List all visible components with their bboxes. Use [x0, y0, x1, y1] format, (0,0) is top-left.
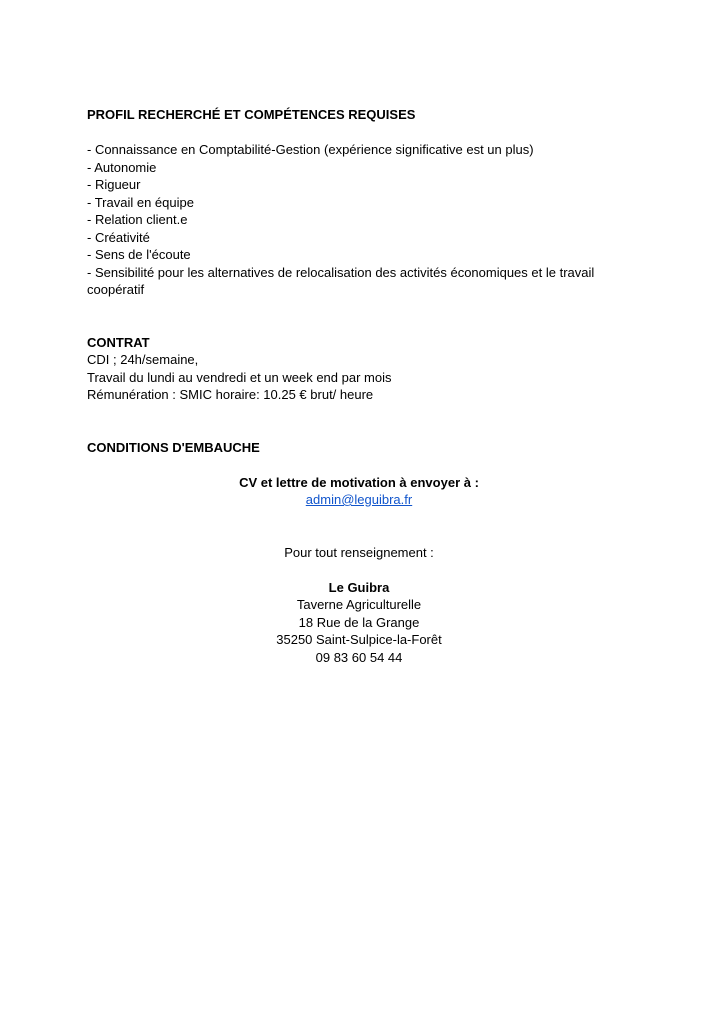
profile-item: - Connaissance en Comptabilité-Gestion (expérience significative est un plus) [87, 142, 534, 157]
org-line: 18 Rue de la Grange [298, 614, 420, 630]
org-line: 09 83 60 54 44 [315, 649, 403, 665]
profile-item: - Travail en équipe [87, 194, 194, 210]
document-content [87, 106, 647, 666]
profile-heading: PROFIL RECHERCHÉ ET COMPÉTENCES REQUISES [87, 107, 416, 122]
org-line: 35250 Saint-Sulpice-la-Forêt [276, 632, 442, 647]
org-line: Taverne Agriculturelle [296, 597, 422, 612]
contract-line: Rémunération : SMIC horaire: 10.25 € brut/ heure [87, 387, 374, 402]
application-block [87, 474, 631, 509]
contract-line: CDI ; 24h/semaine, [87, 352, 199, 367]
email-link[interactable]: admin@leguibra.fr [305, 492, 413, 507]
profile-item: - Sens de l'écoute [87, 247, 191, 262]
profile-item: - Sensibilité pour les alternatives de relocalisation des activités économiques et le travail coopératif [87, 264, 595, 297]
spacer [87, 456, 647, 474]
conditions-heading: CONDITIONS D'EMBAUCHE [87, 439, 260, 455]
spacer [87, 561, 631, 579]
spacer [87, 404, 647, 439]
contact-block [87, 544, 631, 667]
spacer [87, 124, 647, 142]
spacer [87, 509, 647, 544]
spacer [87, 299, 647, 334]
contract-line: Travail du lundi au vendredi et un week end par mois [87, 369, 392, 385]
org-name: Le Guibra [328, 579, 390, 595]
info-label: Pour tout renseignement : [284, 544, 434, 560]
send-label: CV et lettre de motivation à envoyer à : [239, 474, 479, 490]
contract-heading: CONTRAT [87, 334, 150, 350]
profile-item: - Relation client.e [87, 212, 188, 227]
profile-item: - Créativité [87, 229, 150, 245]
profile-item: - Autonomie [87, 159, 157, 175]
profile-item: - Rigueur [87, 177, 141, 192]
